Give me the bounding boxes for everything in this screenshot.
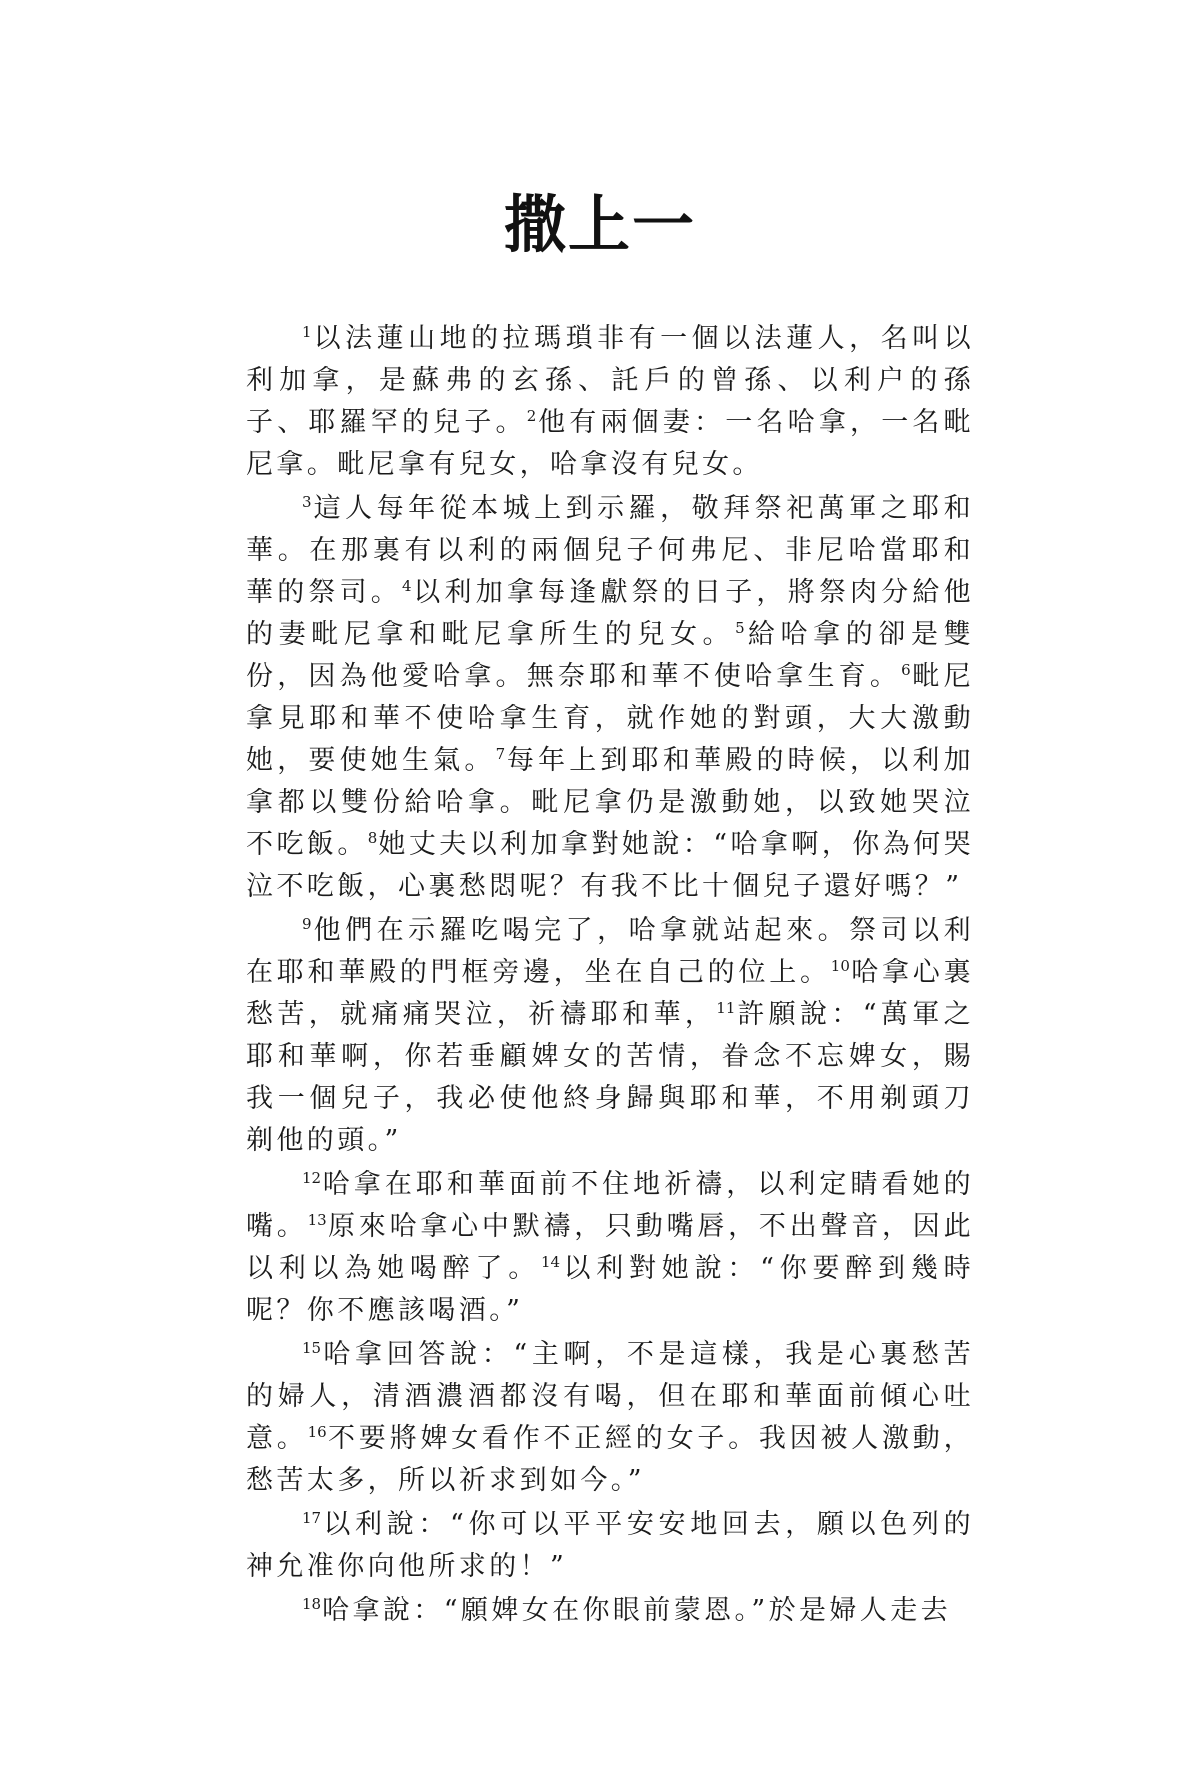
verse-text: 以利加拿每逢獻祭的日子，將祭肉分給他的妻毗尼拿和毗尼拿所生的兒女。 (246, 577, 974, 650)
verse-text: 不要將婢女看作不正經的女子。我因被人激動，愁苦太多，所以祈求到如今。” (246, 1423, 974, 1496)
verse-number: 13 (307, 1211, 327, 1229)
verse-number: 3 (302, 493, 312, 511)
verse-number: 5 (735, 619, 745, 637)
verse-text: 以法蓮山地的拉瑪瑣非有一個以法蓮人，名叫以利加拿，是蘇弗的玄孫、託戶的曾孫、以利户的孫子、耶羅罕的兒子。 (246, 323, 974, 438)
verse-number: 16 (307, 1423, 327, 1441)
verse-text: 毗尼拿見耶和華不使哈拿生育，就作她的對頭，大大激動她，要使她生氣。 (246, 661, 974, 776)
verse-number: 14 (541, 1253, 561, 1271)
verse-number: 1 (302, 323, 312, 341)
verse-number: 12 (302, 1169, 322, 1187)
verse-text: 他有兩個妻：一名哈拿，一名毗尼拿。毗尼拿有兒女，哈拿沒有兒女。 (246, 407, 974, 480)
verse-text: 每年上到耶和華殿的時候，以利加拿都以雙份給哈拿。毗尼拿仍是激動她，以致她哭泣不吃飯。 (246, 745, 975, 860)
paragraph (246, 488, 974, 908)
verse-text: 哈拿說：“願婢女在你眼前蒙恩。”於是婦人走去 (322, 1595, 951, 1626)
verse-text: 哈拿心裏愁苦，就痛痛哭泣，祈禱耶和華， (246, 957, 974, 1030)
paragraph (246, 910, 974, 1162)
paragraph (246, 1164, 974, 1332)
verse-number: 2 (526, 407, 537, 425)
verse-number: 17 (302, 1509, 322, 1527)
verse-number: 18 (302, 1595, 322, 1613)
verse-text: 許願說：“萬軍之耶和華啊，你若垂顧婢女的苦情，眷念不忘婢女，賜我一個兒子，我必使他終身歸與耶和華，不用剃頭刀剃他的頭。” (246, 999, 974, 1156)
verse-text: 她丈夫以利加拿對她說：“哈拿啊，你為何哭泣不吃飯，心裏愁悶呢？有我不比十個兒子還好嗎？” (246, 829, 974, 902)
verse-number: 6 (901, 661, 911, 679)
paragraph (246, 1504, 974, 1588)
verse-text: 以利對她說：“你要醉到幾時呢？你不應該喝酒。” (246, 1253, 974, 1326)
paragraph (246, 1590, 974, 1632)
verse-text: 哈拿回答說：“主啊，不是這樣，我是心裏愁苦的婦人，清酒濃酒都沒有喝，但在耶和華面前傾心吐意。 (246, 1339, 974, 1454)
paragraph (246, 1334, 974, 1502)
verse-text: 他們在示羅吃喝完了，哈拿就站起來。祭司以利在耶和華殿的門框旁邊，坐在自己的位上。 (246, 915, 974, 988)
verse-number: 9 (302, 915, 312, 933)
verse-number: 10 (830, 957, 850, 975)
verse-number: 15 (302, 1339, 322, 1357)
verse-number: 7 (495, 745, 506, 763)
verse-text: 原來哈拿心中默禱，只動嘴唇，不出聲音，因此以利以為她喝醉了。 (246, 1211, 974, 1284)
verse-text: 哈拿在耶和華面前不住地祈禱，以利定睛看她的嘴。 (246, 1169, 974, 1242)
verse-number: 11 (716, 999, 736, 1017)
verse-text: 給哈拿的卻是雙份，因為他愛哈拿。無奈耶和華不使哈拿生育。 (246, 619, 974, 692)
paragraph (246, 318, 974, 486)
chapter-title: 撒上一 (503, 188, 696, 261)
verse-text: 這人每年從本城上到示羅，敬拜祭祀萬軍之耶和華。在那裏有以利的兩個兒子何弗尼、非尼哈當耶和華的祭司。 (246, 493, 974, 608)
verse-number: 8 (367, 829, 378, 847)
chapter-body (246, 318, 974, 1632)
verse-number: 4 (401, 577, 412, 595)
verse-text: 以利說：“你可以平平安安地回去，願以色列的神允准你向他所求的！” (246, 1509, 974, 1582)
